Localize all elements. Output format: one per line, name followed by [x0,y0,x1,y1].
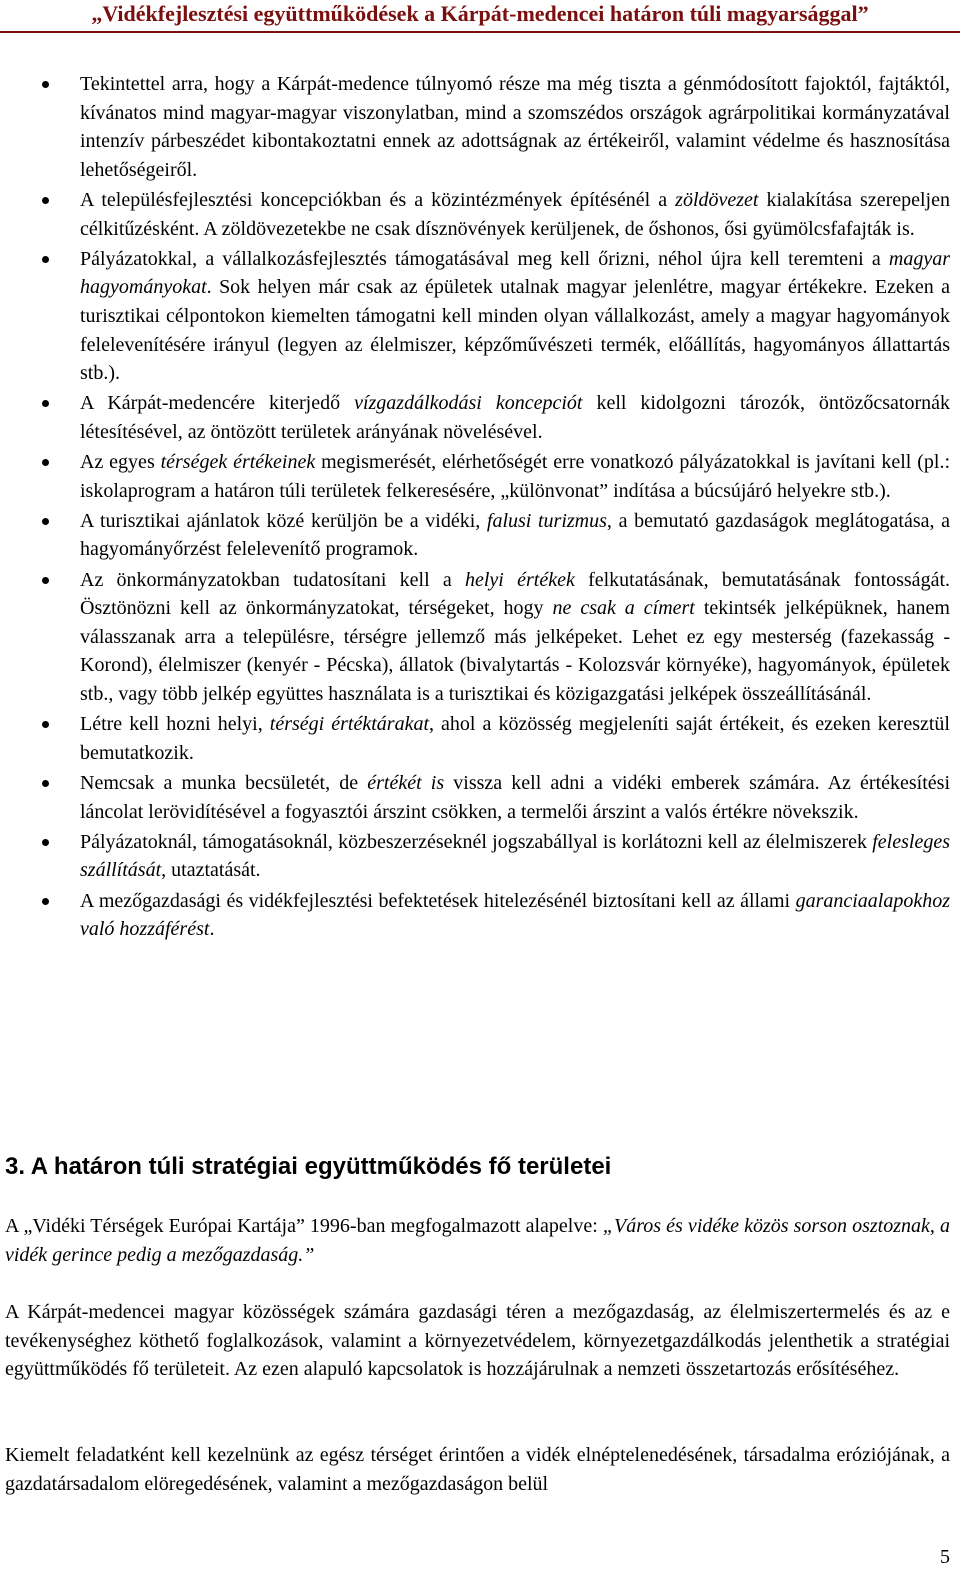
bullet-text [80,772,950,823]
text-run: , a bemutató gazdaságok meglátogatása, a hagyományőrzést felelevenítő programok. [80,509,950,561]
bullet-list [0,70,960,945]
bullet-item [0,186,960,243]
bullet-dot-icon [42,839,49,846]
bullet-text [80,189,950,240]
text-run: vissza kell adni a vidéki emberek számára. Az értékesítési láncolat lerövidítésével a fogyasztói árszint csökken, a termelői árszint a valós értékre növekszik. [80,772,951,823]
bullet-dot-icon [42,898,49,905]
bullet-item [0,887,960,944]
text-run: Létre kell hozni helyi, [80,713,270,736]
header-rule [0,31,960,33]
bullet-item [0,70,960,184]
paragraph-cooperation-areas [5,1298,950,1384]
bullet-item [0,245,960,388]
bullet-dot-icon [42,780,49,787]
emphasis-text: falusi turizmus [486,509,607,532]
emphasis-text: ne csak a címert [552,597,695,620]
text-run: A Kárpát-medencére kiterjedő [80,392,355,415]
bullet-item [0,566,960,709]
bullet-dot-icon [42,400,49,407]
text-run: Az önkormányzatokban tudatosítani kell a [80,568,465,591]
text-run: felkutatásának, bemutatásának fontosságát. Ösztönözni kell az önkormányzatokat, térségeket, hogy [80,568,950,620]
emphasis-text: helyi értékek [465,568,575,591]
text-run: , utaztatását. [161,859,261,882]
bullet-dot-icon [42,721,49,728]
bullet-text [80,392,950,443]
bullet-text [80,569,950,705]
emphasis-text: értékét is [367,772,445,794]
page-number: 5 [940,1546,950,1568]
paragraph-priority-tasks [5,1441,950,1498]
text-run: A mezőgazdasági és vidékfejlesztési befektetések hitelezésénél biztosítani kell az állami [80,889,796,912]
text-run: Pályázatokkal, a vállalkozásfejlesztés támogatásával meg kell őrizni, néhol újra kell teremteni a [80,247,889,270]
text-run: megismerését, elérhetőségét erre vonatkozó pályázatokkal is javítani kell (pl.: iskolaprogram a határon túli területek felkeresésére, „különvonat” indítása a búcsújáró helyekre stb.). [80,451,951,502]
bullet-item [0,507,960,564]
text-run: Tekintettel arra, hogy a Kárpát-medence túlnyomó része ma még tiszta a génmódosított fajoktól, fajtáktól, kívánatos mind magyar-magyar viszonylatban, mind a szomszédos országok agrárpolitikai kormányzatával intenzív párbeszédet kibontakoztatni ennek az adottságnak az értékeiről, valamint védelme és hasznosítása lehetőségeiről. [80,73,950,181]
bullet-text [80,831,950,882]
bullet-dot-icon [42,256,49,263]
text-run: A településfejlesztési koncepciókban és a közintézmények építésénél a [80,188,676,211]
bullet-item [0,710,960,767]
bullet-item [0,769,960,826]
text-run: A „Vidéki Térségek Európai Kartája” 1996-ban megfogalmazott alapelve: [5,1215,603,1237]
bullet-dot-icon [42,197,49,204]
emphasis-text: magyar hagyományokat [80,247,950,299]
emphasis-text: térségi értéktárakat [269,713,430,736]
emphasis-text: „Város és vidéke közös sorson osztoznak, a vidék gerince pedig a mezőgazdaság.” [5,1215,950,1266]
text-run: . [209,918,215,941]
emphasis-text: vízgazdálkodási koncepciót [354,392,583,415]
bullet-text [80,890,950,941]
text-run: A turisztikai ajánlatok közé kerüljön be a vidéki, [80,509,487,532]
bullet-item [0,828,960,885]
running-header: „Vidékfejlesztési együttműködések a Kárpát-medencei határon túli magyarsággal” [0,0,960,30]
bullet-text [80,248,950,384]
text-run: kell kidolgozni tározók, öntözőcsatornák létesítésével, az öntözött területek arányának növelésével. [80,392,950,443]
text-run: Nemcsak a munka becsületét, de [80,772,368,794]
paragraph-charter-quote [5,1212,950,1269]
text-run: kialakítása szerepeljen célkitűzésként. A zöldövezetekbe ne csak dísznövények kerüljenek, de őshonos, ősi gyümölcsfafajták is. [80,188,950,240]
text-run: A Kárpát-medencei magyar közösségek számára gazdasági téren a mezőgazdaság, az élelmiszertermelés és az e tevékenységhez köthető foglalkozások, valamint a környezetvédelem, környezetgazdálkodás jelenthetik a stratégiai együttműködés fő területeit. Az ezen alapuló kapcsolatok is hozzájárulnak a nemzeti összetartozás erősítéséhez. [5,1301,950,1381]
emphasis-text: garanciaalapokhoz való hozzáférést [80,889,950,941]
emphasis-text: felesleges szállítását [80,830,950,882]
text-run: , ahol a közösség megjeleníti saját értékeit, és ezeken keresztül bemutatkozik. [80,713,950,764]
text-run: Az egyes [80,451,161,474]
section-heading: 3. A határon túli stratégiai együttműködés fő területei [5,1153,612,1180]
bullet-item [0,448,960,505]
bullet-dot-icon [42,81,49,88]
bullet-text [80,73,950,181]
text-run: tekintsék jelképüknek, hanem válasszanak arra a településre, térségre jellemző más jelképeket. Lehet ez egy mesterség (fazekasság - Korond), élelmiszer (kenyér - Pécska), állatok (bivalytartás - Kolozsvár környéke), hagyományok, épületek stb., vagy több jelkép együttes használata is a turisztikai és közigazgatási jelképek összeállításánál. [80,597,950,706]
bullet-text [80,713,950,764]
bullet-dot-icon [42,459,49,466]
bullet-dot-icon [42,518,49,525]
emphasis-text: zöldövezet [675,188,759,211]
text-run: Kiemelt feladatként kell kezelnünk az egész térséget érintően a vidék elnéptelenedésének, társadalma eróziójának, a gazdatársadalom elöregedésének, valamint a mezőgazdaságon belül [5,1444,950,1495]
bullet-item [0,389,960,446]
bullet-text [80,451,950,502]
bullet-dot-icon [42,577,49,584]
text-run: . Sok helyen már csak az épületek utalnak magyar jelenlétre, magyar értékekre. Ezeken a turisztikai célpontokon kiemelten támogatni kell minden olyan vállalkozást, amely a magyar hagyományok felelevenítésére irányul (legyen az élelmiszer, képzőművészeti termék, előállítás, hagyományos állattartás stb.). [80,276,950,385]
bullet-text [80,510,950,561]
text-run: Pályázatoknál, támogatásoknál, közbeszerzéseknél jogszabállyal is korlátozni kell az élelmiszerek [80,830,873,853]
emphasis-text: térségek értékeinek [160,451,316,474]
